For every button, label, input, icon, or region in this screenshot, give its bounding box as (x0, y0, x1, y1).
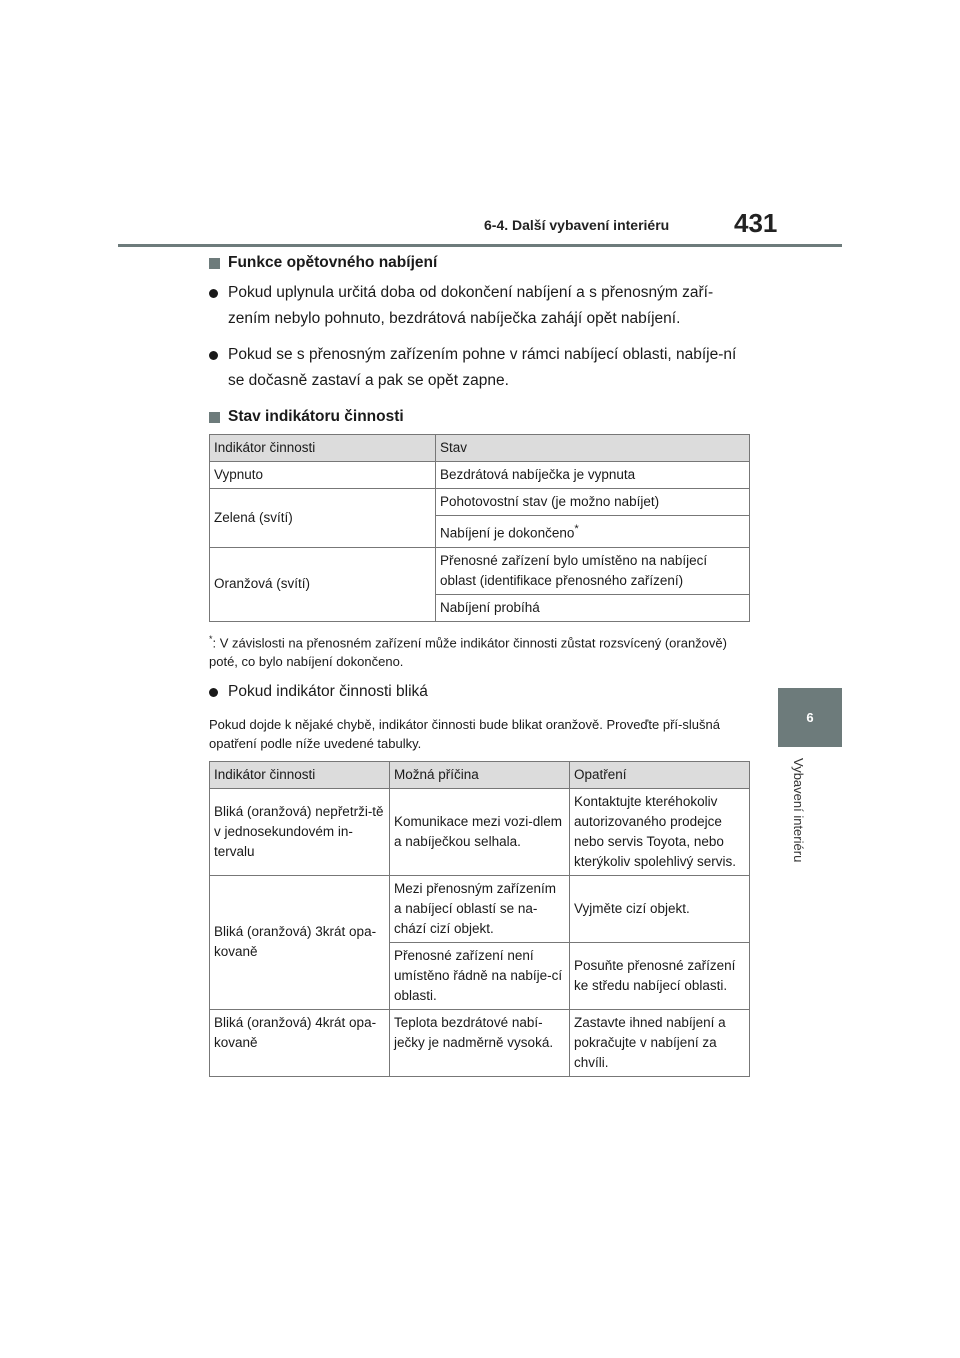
indicator-cell: Zelená (svítí) (210, 489, 436, 548)
cause-cell: Komunikace mezi vozi-dlem a nabíječkou selhala. (390, 788, 570, 875)
chapter-tab (778, 688, 842, 747)
status-table (209, 434, 750, 622)
state-cell: Bezdrátová nabíječka je vypnuta (436, 462, 750, 489)
state-cell: Nabíjení je dokončeno* (436, 516, 750, 548)
chapter-number: 6 (806, 710, 814, 725)
table-row (210, 788, 750, 875)
column-header: Stav (436, 435, 750, 462)
footnote-marker: * (574, 523, 579, 535)
header-divider (118, 244, 842, 247)
status-heading: Stav indikátoru činnosti (209, 408, 754, 426)
table-header-row (210, 435, 750, 462)
table-row (210, 875, 750, 942)
action-cell: Zastavte ihned nabíjení a pokračujte v nabíjení za chvíli. (570, 1009, 750, 1076)
table-row (210, 489, 750, 516)
cause-cell: Mezi přenosným zařízením a nabíjecí oblastí se na-chází cizí objekt. (390, 875, 570, 942)
table-row (210, 462, 750, 489)
table-header-row (210, 761, 750, 788)
section-title: 6-4. Další vybavení interiéru (484, 217, 670, 233)
cause-cell: Teplota bezdrátové nabí-ječky je nadměrně vysoká. (390, 1009, 570, 1076)
state-cell: Přenosné zařízení bylo umístěno na nabíjecí oblast (identifikace přenosného zařízení) (436, 547, 750, 594)
indicator-cell: Vypnuto (210, 462, 436, 489)
square-bullet-icon (209, 412, 220, 423)
action-cell: Posuňte přenosné zařízení ke středu nabíjecí oblasti. (570, 942, 750, 1009)
column-header: Možná příčina (390, 761, 570, 788)
column-header: Indikátor činnosti (210, 435, 436, 462)
recharge-bullet: Pokud se s přenosným zařízením pohne v rámci nabíjecí oblasti, nabíje-ní se dočasně zastaví a pak se opět zapne. (209, 342, 754, 394)
page-number: 431 (734, 208, 778, 238)
bullet-dot-icon (209, 351, 218, 360)
page-content (209, 254, 754, 1077)
recharge-heading: Funkce opětovného nabíjení (209, 254, 754, 272)
blink-bullet: Pokud indikátor činnosti bliká (209, 679, 754, 705)
indicator-cell: Bliká (oranžová) 3krát opa-kovaně (210, 875, 390, 1009)
bullet-dot-icon (209, 688, 218, 697)
cause-cell: Přenosné zařízení není umístěno řádně na nabíje-cí oblasti. (390, 942, 570, 1009)
square-bullet-icon (209, 258, 220, 269)
action-cell: Vyjměte cizí objekt. (570, 875, 750, 942)
column-header: Indikátor činnosti (210, 761, 390, 788)
blink-intro: Pokud dojde k nějaké chybě, indikátor činnosti bude blikat oranžově. Proveďte pří-slušná opatření podle níže uvedené tabulky. (209, 716, 720, 751)
state-cell: Nabíjení probíhá (436, 594, 750, 621)
blink-table (209, 761, 750, 1077)
state-cell: Pohotovostní stav (je možno nabíjet) (436, 489, 750, 516)
indicator-cell: Oranžová (svítí) (210, 547, 436, 621)
table-row (210, 1009, 750, 1076)
indicator-cell: Bliká (oranžová) 4krát opa-kovaně (210, 1009, 390, 1076)
column-header: Opatření (570, 761, 750, 788)
chapter-title: Vybavení interiéru (791, 758, 806, 863)
indicator-cell: Bliká (oranžová) nepřetrži-tě v jednosekundovém in-tervalu (210, 788, 390, 875)
action-cell: Kontaktujte kteréhokoliv autorizovaného prodejce nebo servis Toyota, nebo kterýkoliv spolehlivý servis. (570, 788, 750, 875)
bullet-dot-icon (209, 289, 218, 298)
footnote: *: V závislosti na přenosném zařízení může indikátor činnosti zůstat rozsvícený (oranžově) poté, co bylo nabíjení dokončeno. (209, 633, 727, 669)
recharge-bullet: Pokud uplynula určitá doba od dokončení nabíjení a s přenosným zaří-zením nebylo pohnuto, bezdrátová nabíječka zahájí opět nabíjení. (209, 280, 754, 332)
table-row (210, 547, 750, 594)
